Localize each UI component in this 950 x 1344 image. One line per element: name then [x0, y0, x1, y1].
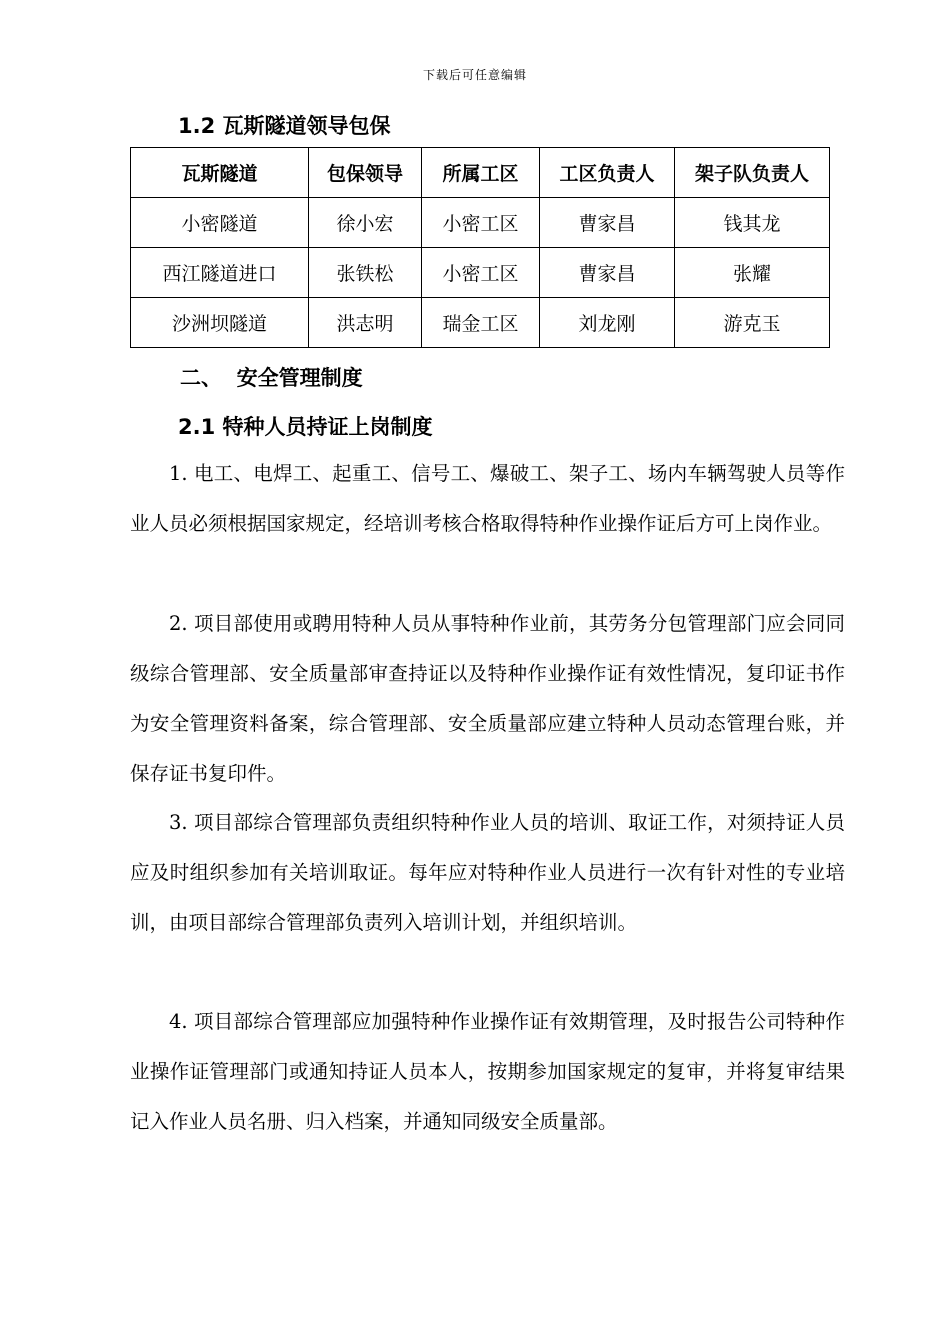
table-cell: 西江隧道进口 [131, 248, 309, 298]
table-cell: 小密工区 [422, 248, 540, 298]
page-header-watermark: 下载后可任意编辑 [422, 68, 527, 82]
body-paragraph: 2. 项目部使用或聘用特种人员从事特种作业前，其劳务分包管理部门应会同同级综合管理部、安全质量部审查持证以及特种作业操作证有效性情况，复印证书作为安全管理资料备案，综合管理部、安全质量部应建立特种人员动态管理台账，并保存证书复印件。 [130, 612, 845, 785]
body-paragraph: 1. 电工、电焊工、起重工、信号工、爆破工、架子工、场内车辆驾驶人员等作业人员必须根据国家规定，经培训考核合格取得特种作业操作证后方可上岗作业。 [130, 462, 845, 535]
body-paragraph: 4. 项目部综合管理部应加强特种作业操作证有效期管理，及时报告公司特种作业操作证管理部门或通知持证人员本人，按期参加国家规定的复审，并将复审结果记入作业人员名册、归入档案，并通知同级安全质量部。 [130, 1010, 845, 1133]
table-cell: 洪志明 [309, 298, 422, 348]
table-row [131, 248, 830, 298]
body-paragraph: 3. 项目部综合管理部负责组织特种作业人员的培训、取证工作，对须持证人员应及时组织参加有关培训取证。每年应对特种作业人员进行一次有针对性的专业培训，由项目部综合管理部负责列入培训计划，并组织培训。 [130, 811, 845, 934]
table-header-cell: 工区负责人 [540, 148, 675, 198]
table-cell: 张铁松 [309, 248, 422, 298]
section-heading-2-1: 2.1 特种人员持证上岗制度 [178, 415, 433, 439]
table-cell: 钱其龙 [675, 198, 830, 248]
table-cell: 小密隧道 [131, 198, 309, 248]
table-cell: 沙洲坝隧道 [131, 298, 309, 348]
table-cell: 徐小宏 [309, 198, 422, 248]
table-cell: 曹家昌 [540, 198, 675, 248]
table-cell: 瑞金工区 [422, 298, 540, 348]
table-cell: 曹家昌 [540, 248, 675, 298]
table-header-row [131, 148, 830, 198]
table-header-cell: 所属工区 [422, 148, 540, 198]
table-cell: 小密工区 [422, 198, 540, 248]
table-header-cell: 包保领导 [309, 148, 422, 198]
table-cell: 游克玉 [675, 298, 830, 348]
table-row [131, 198, 830, 248]
table-header-cell: 架子队负责人 [675, 148, 830, 198]
tunnel-leader-table [130, 147, 830, 348]
section-heading-2: 二、 安全管理制度 [180, 366, 363, 390]
section-heading-1-2: 1.2 瓦斯隧道领导包保 [178, 114, 391, 138]
table-row [131, 298, 830, 348]
table-cell: 刘龙刚 [540, 298, 675, 348]
table-cell: 张耀 [675, 248, 830, 298]
table-header-cell: 瓦斯隧道 [131, 148, 309, 198]
